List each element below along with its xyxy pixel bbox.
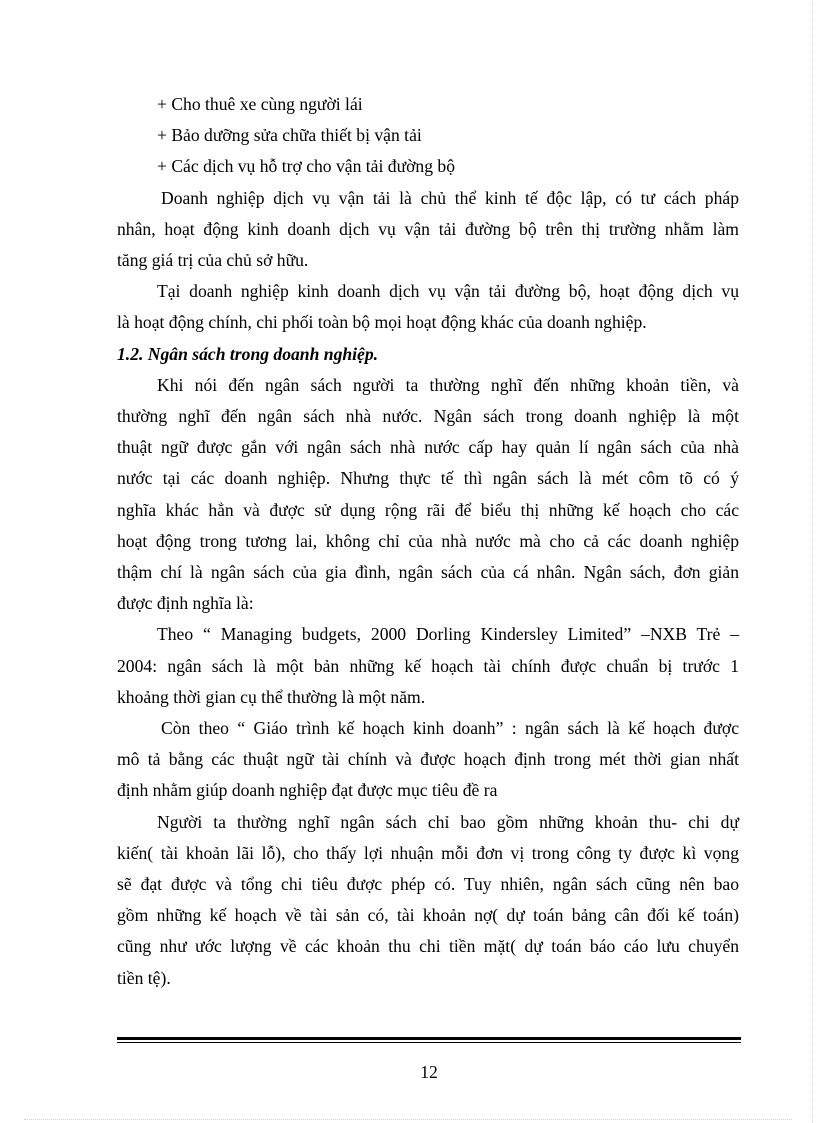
footer-rule-thick [117, 1037, 741, 1040]
bullet-line: + Bảo dưỡng sửa chữa thiết bị vận tải [157, 125, 422, 146]
paragraph-line: thuật ngữ được gắn với ngân sách nhà nước cấp hay quản lí ngân sách của nhà [117, 437, 739, 458]
paragraph-line: thường nghĩ đến ngân sách nhà nước. Ngân sách trong doanh nghiệp là một [117, 406, 739, 427]
paragraph-line: Khi nói đến ngân sách người ta thường nghĩ đến những khoản tiền, và [157, 374, 739, 395]
paragraph-line: Tại doanh nghiệp kinh doanh dịch vụ vận tải đường bộ, hoạt động dịch vụ [157, 281, 739, 302]
paragraph-line: thậm chí là ngân sách của gia đình, ngân sách của cá nhân. Ngân sách, đơn giản [117, 562, 739, 583]
paragraph-line: gồm những kế hoạch về tài sản có, tài khoản nợ( dự toán bảng cân đối kế toán) [117, 905, 739, 926]
paragraph-line: kiến( tài khoản lãi lỗ), cho thấy lợi nhuận mỗi đơn vị trong công ty được kì vọng [117, 842, 739, 863]
paragraph-line: sẽ đạt được và tổng chi tiêu được phép có. Tuy nhiên, ngân sách cũng nên bao [117, 874, 739, 895]
bullet-line: + Cho thuê xe cùng người lái [157, 94, 363, 114]
body-text [117, 89, 739, 994]
paragraph-line: Doanh nghiệp dịch vụ vận tải là chủ thể kinh tế độc lập, có tư cách pháp [161, 187, 739, 208]
paragraph-line: hoạt động trong tương lai, không chỉ của nhà nước mà cho cả các doanh nghiệp [117, 530, 739, 551]
paragraph-line: là hoạt động chính, chi phối toàn bộ mọi hoạt động khác của doanh nghiệp. [117, 312, 647, 333]
paragraph-line: nghĩa khác hẳn và được sử dụng rộng rãi để biểu thị những kế hoạch cho các [117, 499, 739, 520]
paragraph-line: nước tại các doanh nghiệp. Nhưng thực tế thì ngân sách là mét côm tõ có ý [117, 468, 739, 489]
page-edge-line [812, 0, 813, 1123]
paragraph-line: mô tả bằng các thuật ngữ tài chính và được hoạch định trong mét thời gian nhất [117, 749, 739, 770]
paragraph-line: tăng giá trị của chủ sở hữu. [117, 250, 309, 271]
paragraph-line: tiền tệ). [117, 967, 171, 988]
footer-rule-thin [117, 1042, 741, 1043]
paragraph-line: Còn theo “ Giáo trình kế hoạch kinh doanh” : ngân sách là kế hoạch được [161, 718, 739, 739]
paragraph-line: định nhằm giúp doanh nghiệp đạt được mục tiêu đề ra [117, 780, 498, 801]
paragraph-line: Theo “ Managing budgets, 2000 Dorling Kindersley Limited” –NXB Trẻ – [157, 624, 739, 645]
paragraph-line: Người ta thường nghĩ ngân sách chỉ bao gồm những khoản thu- chi dự [157, 811, 739, 832]
paragraph-line: khoảng thời gian cụ thể thường là một năm. [117, 686, 426, 707]
paragraph-line: cũng như ước lượng về các khoản thu chi tiền mặt( dự toán báo cáo lưu chuyển [117, 936, 739, 957]
paragraph-line: 2004: ngân sách là một bản những kế hoạch tài chính được chuẩn bị trước 1 [117, 655, 739, 676]
bullet-line: + Các dịch vụ hỗ trợ cho vận tải đường bộ [157, 156, 456, 177]
paragraph-line: được định nghĩa là: [117, 593, 254, 614]
section-heading: 1.2. Ngân sách trong doanh nghiệp. [117, 343, 379, 364]
paragraph-line: nhân, hoạt động kinh doanh dịch vụ vận tải đường bộ trên thị trường nhằm làm [117, 218, 739, 239]
page-break-line [24, 1119, 792, 1120]
page-number: 12 [420, 1062, 438, 1082]
